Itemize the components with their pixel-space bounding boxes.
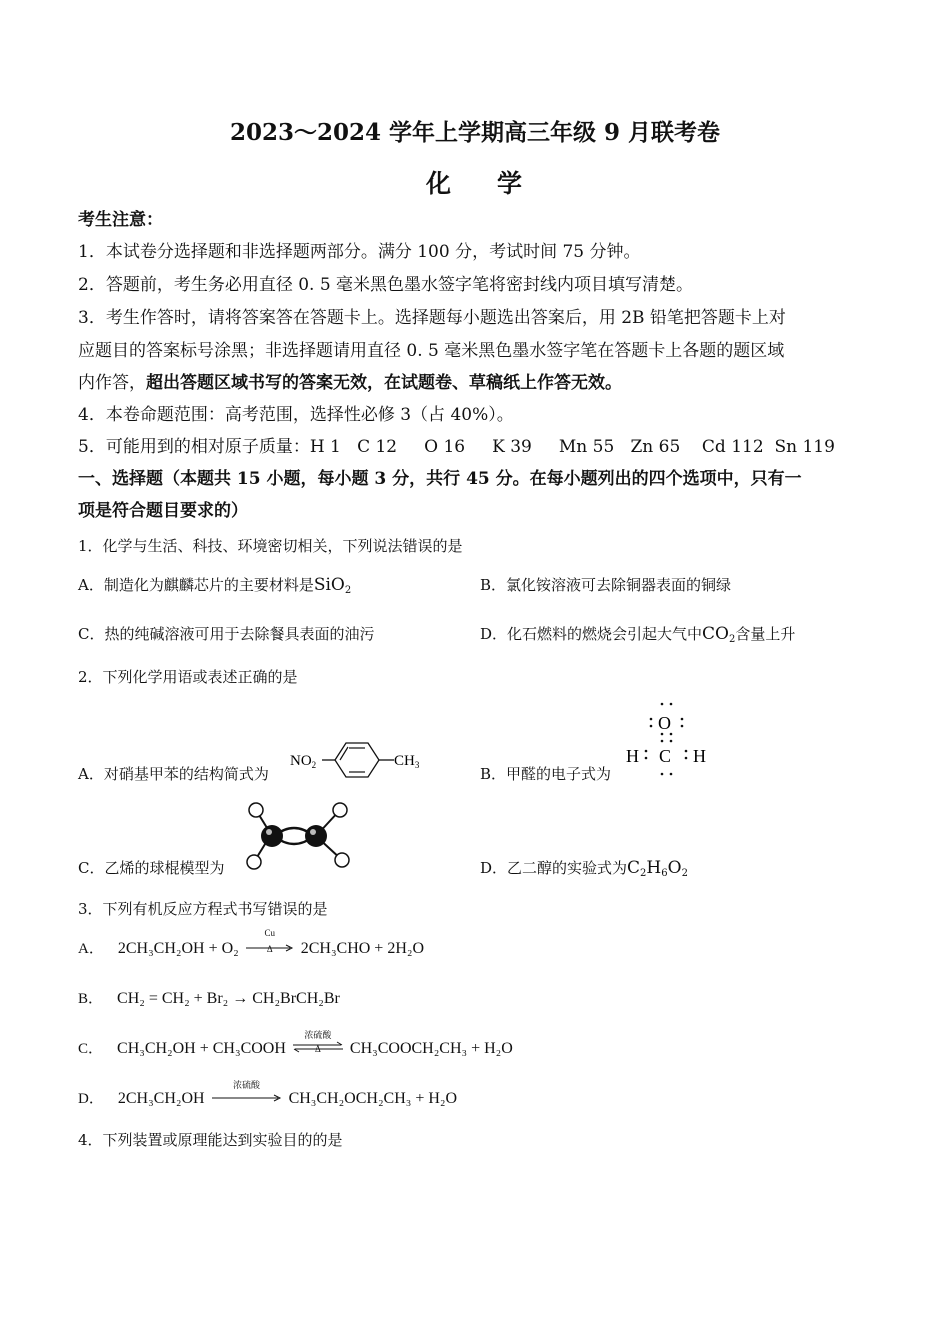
q1-option-d (480, 623, 795, 644)
q2-option-b: B．甲醛的电子式为 (480, 765, 612, 783)
formula-c: C (627, 858, 641, 878)
q3-c-label: C． (78, 1041, 104, 1057)
q3-b-label: B． (78, 991, 104, 1007)
carbon-ball-1 (261, 825, 283, 847)
q3-b-equation: CH₂ = CH₂ + Br₂ → CH₂BrCH₂Br (117, 990, 340, 1007)
formula-o-sub: 2 (681, 868, 688, 879)
q3-a-condition-bottom: Δ (266, 944, 273, 955)
carbon-ball-2-highlight (310, 829, 316, 835)
hydrogen-ball-1 (249, 803, 263, 817)
notice-line-3c-bold: 超出答题区域书写的答案无效，在试题卷、草稿纸上作答无效。 (146, 373, 622, 393)
q3-c-arrow (293, 1030, 343, 1058)
q1-option-c: C．热的纯碱溶液可用于去除餐具表面的油污 (78, 625, 375, 643)
forward-arrow-icon (212, 1093, 282, 1103)
q3-c-left: CH₃CH₂OH + CH₃COOH (117, 1040, 286, 1057)
notice-line-5: 5．可能用到的相对原子质量：H 1 C 12 O 16 K 39 Mn 55 Zn 65 Cd 112 Sn 119 (78, 437, 835, 457)
q3-d-condition-top: 浓硫酸 (233, 1080, 261, 1091)
q4-stem: 4．下列装置或原理能达到实验目的的是 (78, 1131, 343, 1149)
q1-option-b: B．氯化铵溶液可去除铜器表面的铜绿 (480, 576, 732, 594)
subject-char-2: 学 (497, 169, 525, 198)
oxygen-symbol: O (658, 713, 671, 733)
q3-option-d (78, 1080, 458, 1108)
ring-double-bond-3 (340, 747, 348, 760)
q1-a-text: A．制造化为麒麟芯片的主要材料是 (78, 576, 314, 594)
hydrogen-ball-2 (247, 855, 261, 869)
q1-option-a (78, 574, 351, 595)
q1-a-formula-sub: 2 (344, 585, 352, 596)
q3-option-b (78, 987, 340, 1008)
notice-line-4: 4．本卷命题范围：高考范围，选择性必修 3（占 40%）。 (78, 405, 514, 425)
formula-h: H (646, 858, 662, 878)
q3-c-right: CH₃COOCH₂CH₃ + H₂O (349, 1040, 513, 1057)
q1-d-formula-main: CO (702, 624, 729, 644)
formula-o: O (667, 858, 682, 878)
carbon-ball-2 (305, 825, 327, 847)
q3-stem: 3．下列有机反应方程式书写错误的是 (78, 900, 328, 918)
hydrogen-left: H (626, 746, 639, 766)
notice-line-3b: 应题目的答案标号涂黑；非选择题请用直径 0. 5 毫米黑色墨水签字笔在答题卡上各题的题区域 (78, 341, 785, 361)
q2-option-d (480, 857, 688, 878)
hydrogen-right: H (693, 746, 706, 766)
q1-a-formula (314, 575, 351, 595)
notice-heading: 考生注意： (78, 210, 163, 230)
hydrogen-ball-4 (335, 853, 349, 867)
formula-h-sub: 6 (661, 868, 668, 879)
notice-line-2: 2．答题前，考生务必用直径 0. 5 毫米黑色墨水签字笔将密封线内项目填写清楚。 (78, 275, 694, 295)
section1-line-2: 项是符合题目要求的） (78, 501, 248, 521)
carbon-ball-1-highlight (266, 829, 272, 835)
q2-stem: 2．下列化学用语或表述正确的是 (78, 668, 298, 686)
q1-d-formula-sub: 2 (728, 634, 736, 645)
carbon-symbol: C (659, 746, 672, 766)
notice-line-3c-plain: 内作答， (78, 373, 146, 393)
q3-a-arrow (246, 928, 294, 958)
q3-c-condition-top: 浓硫酸 (304, 1030, 332, 1041)
q2-option-c: C．乙烯的球棍模型为 (78, 859, 225, 877)
q3-a-condition-top: Cu (264, 928, 275, 939)
q3-option-c (78, 1030, 513, 1058)
notice-line-3a: 3．考生作答时，请将答案答在答题卡上。选择题每小题选出答案后，用 2B 铅笔把答题卡上对 (78, 308, 786, 328)
q2-d-text: D．乙二醇的实验式为 (480, 859, 628, 877)
no2-label: $NO_2$ (290, 753, 317, 770)
q2-option-a: A．对硝基甲苯的结构简式为 (78, 765, 269, 783)
section1-line-1: 一、选择题（本题共 15 小题，每小题 3 分，共行 45 分。在每小题列出的四个选项中，只有一 (78, 469, 802, 489)
notice-line-3c (78, 373, 878, 393)
q3-d-arrow (212, 1080, 282, 1108)
hydrogen-ball-3 (333, 803, 347, 817)
q3-d-label: D． (78, 1091, 104, 1107)
q1-d-tail: 含量上升 (735, 625, 796, 643)
p-nitrotoluene-structure (290, 738, 440, 782)
q1-d-formula (702, 624, 735, 644)
formula-c-sub: 2 (640, 868, 647, 879)
q3-a-right: 2CH₃CHO + 2H₂O (300, 940, 425, 957)
notice-line-1: 1．本试卷分选择题和非选择题两部分。满分 100 分，考试时间 75 分钟。 (78, 242, 641, 262)
q3-c-condition-bottom: Δ (315, 1044, 321, 1055)
q1-d-text: D．化石燃料的燃烧会引起大气中 (480, 625, 703, 643)
ch3-label: $CH_3$ (394, 753, 420, 770)
ethylene-ball-stick-model (234, 800, 354, 880)
q1-stem: 1．化学与生活、科技、环境密切相关，下列说法错误的是 (78, 537, 463, 555)
ethylene-glycol-formula (627, 858, 688, 878)
q3-d-right: CH₃CH₂OCH₂CH₃ + H₂O (288, 1090, 458, 1107)
exam-title: 2023～2024 学年上学期高三年级 9 月联考卷 (229, 119, 721, 146)
q3-d-left: 2CH₃CH₂OH (117, 1090, 205, 1107)
q1-a-formula-main: SiO (313, 575, 345, 595)
q3-option-a (78, 928, 425, 958)
subject-char-1: 化 (425, 169, 453, 198)
formaldehyde-electron-formula (620, 700, 720, 782)
q3-a-label: A． (78, 941, 104, 957)
q3-a-left: 2CH₃CH₂OH + O₂ (117, 940, 239, 957)
subject-title (0, 164, 950, 200)
